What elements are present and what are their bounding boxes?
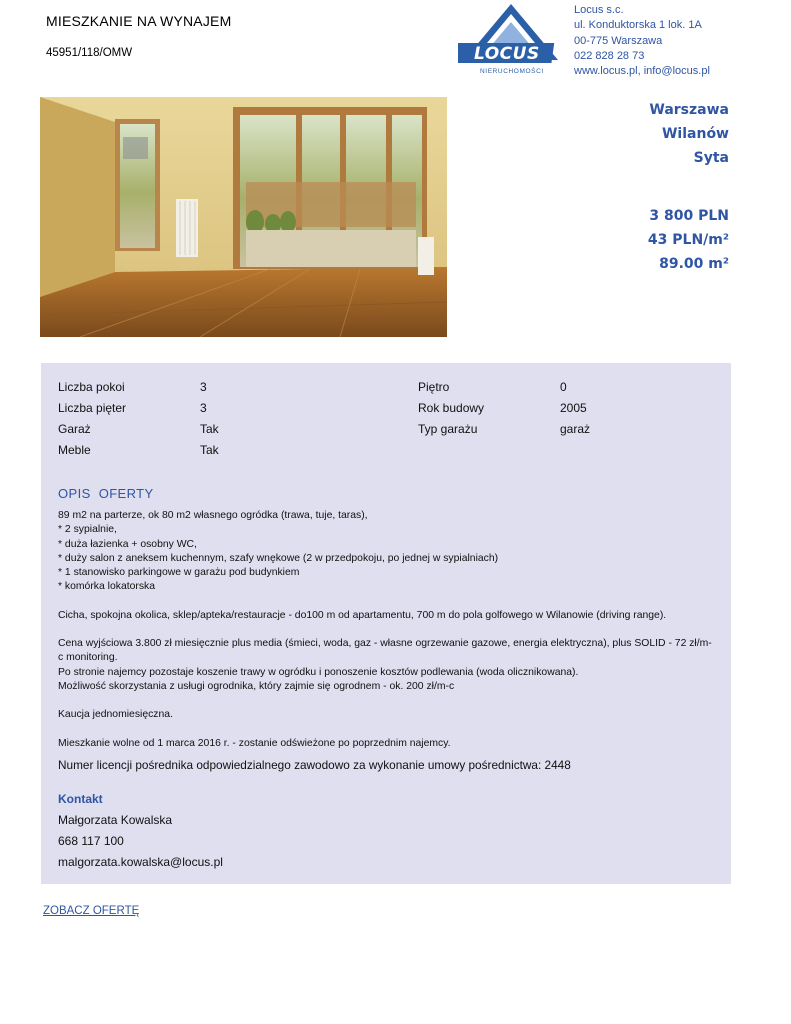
location-district: Wilanów — [661, 126, 729, 142]
costs-line: Po stronie najemcy pozostaje koszenie trawy w ogródku i ponoszenie kosztów podlewania (woda olicznikowana). — [58, 666, 579, 678]
property-label-furniture: Meble — [58, 443, 91, 457]
logo-subtext: NIERUCHOMOŚCI — [480, 68, 544, 75]
property-value-year-built: 2005 — [560, 401, 587, 415]
price-per-m2: 43 PLN/m² — [647, 232, 729, 248]
apartment-photo — [40, 97, 447, 337]
contact-phone[interactable]: 668 117 100 — [58, 834, 124, 848]
company-city: 00-775 Warszawa — [574, 34, 663, 47]
property-label-year-built: Rok budowy — [418, 401, 485, 415]
description-line: * duża łazienka + osobny WC, — [58, 538, 197, 550]
location-price-block — [648, 98, 729, 276]
description-heading: OPIS OFERTY — [58, 486, 154, 501]
description-line: * komórka lokatorska — [58, 581, 156, 593]
company-name: Locus s.c. — [574, 4, 624, 16]
property-value-garage-type: garaż — [560, 422, 591, 436]
licence-number: Numer licencji pośrednika odpowiedzialnego zawodowo za wykonanie umowy pośrednictwa: 2448 — [58, 758, 571, 772]
location-area: Syta — [693, 150, 729, 166]
contact-email[interactable]: malgorzata.kowalska@locus.pl — [58, 855, 223, 869]
property-value-furniture: Tak — [200, 443, 219, 457]
costs-line: c monitoring. — [58, 652, 118, 664]
property-label-storey: Piętro — [418, 380, 450, 394]
contact-name: Małgorzata Kowalska — [58, 813, 173, 827]
company-phone: 022 828 28 73 — [574, 49, 645, 62]
price: 3 800 PLN — [649, 208, 729, 224]
description-body — [58, 509, 718, 765]
property-label-garage-type: Typ garażu — [418, 422, 478, 436]
description-features — [58, 509, 718, 595]
locus-logo — [458, 2, 564, 82]
description-costs — [58, 637, 718, 694]
area-size: 89.00 m² — [659, 256, 729, 272]
company-details — [574, 3, 710, 79]
contact-heading: Kontakt — [58, 792, 103, 806]
property-value-floors: 3 — [200, 401, 207, 415]
company-web[interactable]: www.locus.pl, info@locus.pl — [574, 65, 710, 78]
property-label-floors: Liczba pięter — [58, 401, 127, 415]
company-street: ul. Konduktorska 1 lok. 1A — [574, 19, 702, 32]
description-line: * 2 sypialnie, — [58, 524, 117, 536]
costs-line: Cena wyjściowa 3.800 zł miesięcznie plus media (śmieci, woda, gaz - własne ogrzewanie gazowe, energia elektryczna), plus SOLID - 72 zł/m- — [58, 638, 712, 650]
description-deposit: Kaucja jednomiesięczna. — [58, 709, 173, 721]
costs-line: Możliwość skorzystania z usługi ogrodnika, który zajmie się ogrodnem - ok. 200 zł/m-c — [58, 680, 455, 692]
page-title: MIESZKANIE NA WYNAJEM — [46, 13, 232, 29]
property-value-storey: 0 — [560, 380, 567, 394]
property-label-rooms: Liczba pokoi — [58, 380, 125, 394]
offer-reference: 45951/118/OMW — [46, 47, 133, 59]
description-availability: Mieszkanie wolne od 1 marca 2016 r. - zostanie odświeżone po poprzednim najemcy. — [58, 737, 451, 749]
location-city: Warszawa — [649, 102, 729, 118]
view-offer-link[interactable]: ZOBACZ OFERTĘ — [43, 905, 140, 917]
description-line: 89 m2 na parterze, ok 80 m2 własnego ogródka (trawa, tuje, taras), — [58, 510, 368, 521]
logo-wordmark: LOCUS — [474, 44, 540, 64]
property-label-garage: Garaż — [58, 422, 91, 436]
property-value-garage: Tak — [200, 422, 219, 436]
description-line: * 1 stanowisko parkingowe w garażu pod budynkiem — [58, 567, 300, 579]
description-surroundings: Cicha, spokojna okolica, sklep/apteka/restauracje - do100 m od apartamentu, 700 m do pola golfowego w Wilanowie (driving range). — [58, 609, 667, 621]
description-line: * duży salon z aneksem kuchennym, szafy wnękowe (2 w przedpokoju, po jednej w sypialniach) — [58, 552, 499, 564]
property-value-rooms: 3 — [200, 380, 207, 394]
